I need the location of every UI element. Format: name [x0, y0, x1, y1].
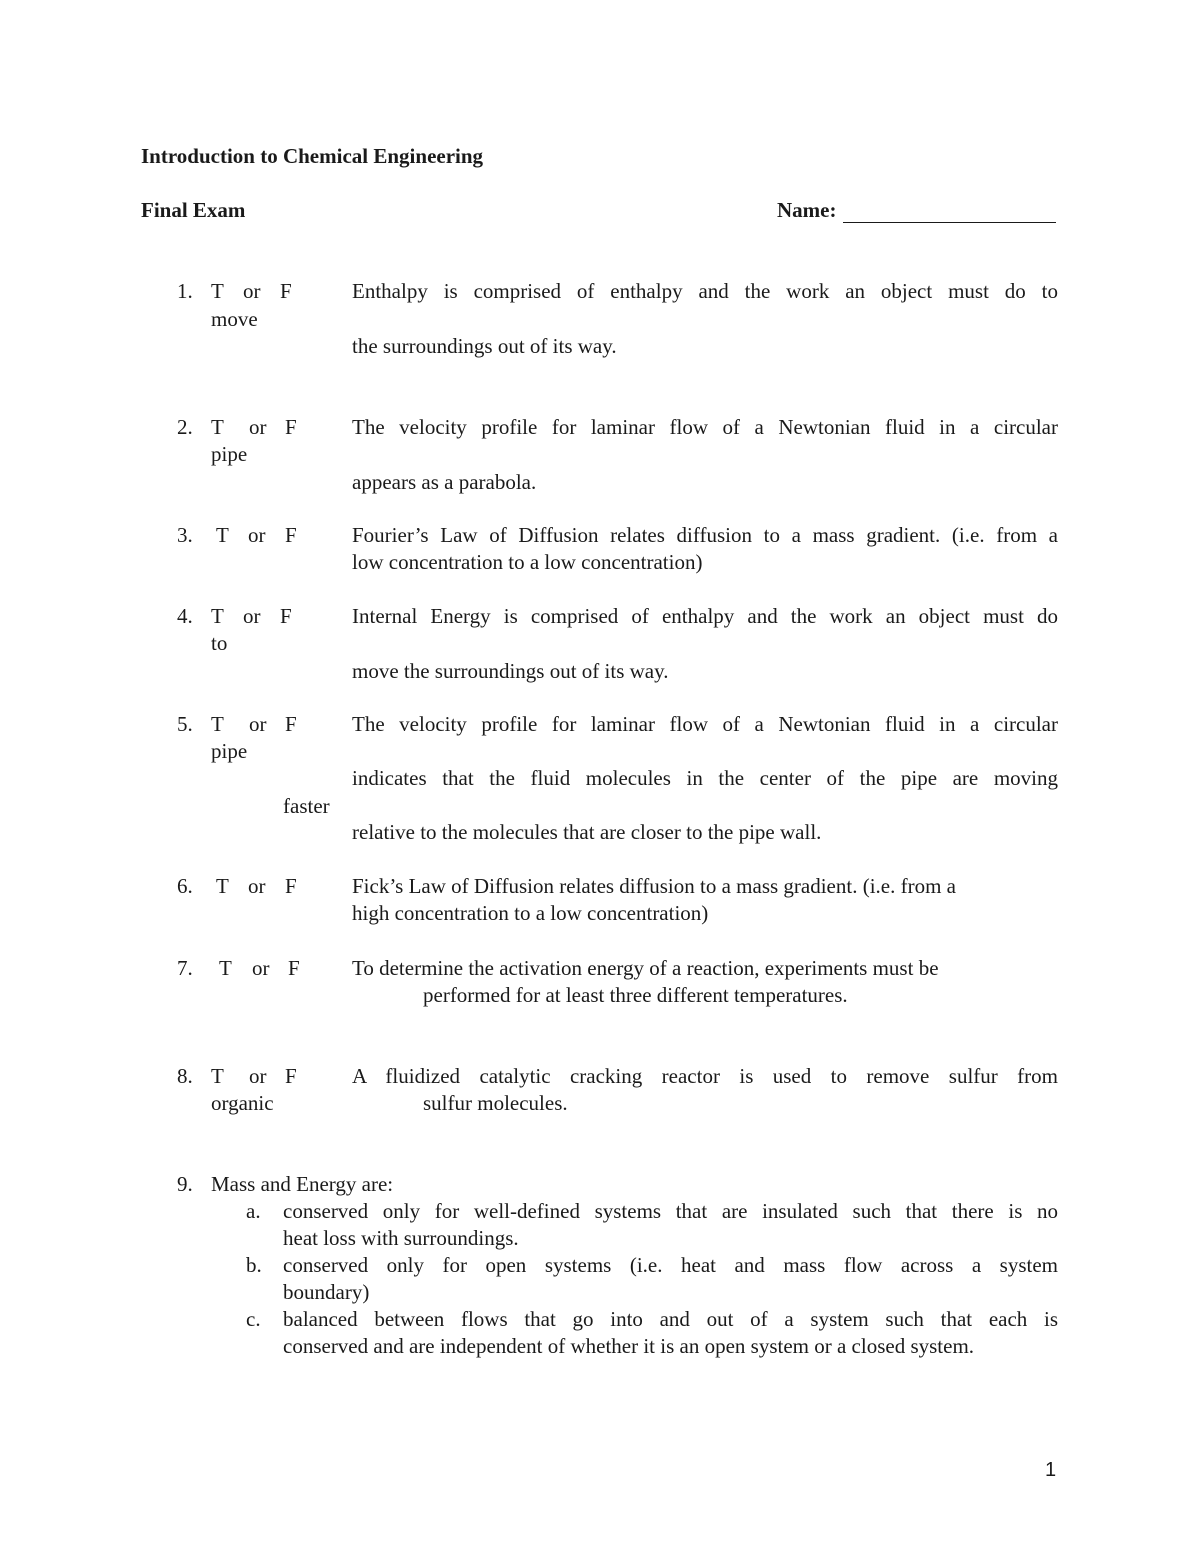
question-number: 7.: [177, 956, 193, 980]
statement-line: appears as a parabola.: [352, 470, 537, 494]
or-text: or: [252, 956, 270, 980]
option-line: conserved and are independent of whether it is an open system or a closed system.: [283, 1334, 975, 1358]
or-text: or: [249, 712, 267, 736]
false-option: F: [285, 523, 297, 547]
overflow-word: to: [211, 631, 228, 655]
option-line: balanced between flows that go into and out of a system such that each is: [283, 1307, 1058, 1331]
option-line: heat loss with surroundings.: [283, 1226, 519, 1250]
overflow-word: pipe: [211, 442, 248, 466]
option-letter: b.: [246, 1253, 262, 1277]
or-text: or: [249, 415, 267, 439]
true-option: T: [216, 523, 229, 547]
true-option: T: [211, 604, 224, 628]
question-number: 4.: [177, 604, 193, 628]
statement-line: move the surroundings out of its way.: [352, 659, 669, 683]
statement-line: Internal Energy is comprised of enthalpy and the work an object must do: [352, 604, 1058, 628]
overflow-word: faster: [283, 794, 330, 818]
question-number: 2.: [177, 415, 193, 439]
true-option: T: [211, 1064, 224, 1088]
statement-line: indicates that the fluid molecules in the center of the pipe are moving: [352, 766, 1058, 790]
false-option: F: [288, 956, 300, 980]
page-number: 1: [1045, 1459, 1057, 1481]
statement-line: The velocity profile for laminar flow of a Newtonian fluid in a circular: [352, 415, 1058, 439]
option-line: conserved only for open systems (i.e. heat and mass flow across a system: [283, 1253, 1058, 1277]
or-text: or: [248, 523, 266, 547]
false-option: F: [285, 874, 297, 898]
true-option: T: [211, 279, 224, 303]
statement-line: Enthalpy is comprised of enthalpy and the work an object must do to: [352, 279, 1058, 303]
statement-line: A fluidized catalytic cracking reactor is used to remove sulfur from: [352, 1064, 1058, 1088]
statement-line: The velocity profile for laminar flow of a Newtonian fluid in a circular: [352, 712, 1058, 736]
option-line: boundary): [283, 1280, 370, 1304]
course-title: Introduction to Chemical Engineering: [141, 144, 484, 168]
true-option: T: [211, 415, 224, 439]
or-text: or: [243, 604, 261, 628]
option-line: conserved only for well-defined systems that are insulated such that there is no: [283, 1199, 1058, 1223]
false-option: F: [280, 279, 292, 303]
statement-line: relative to the molecules that are closer to the pipe wall.: [352, 820, 822, 844]
true-option: T: [211, 712, 224, 736]
statement-line: low concentration to a low concentration): [352, 550, 703, 574]
statement-line: Fick’s Law of Diffusion relates diffusion to a mass gradient. (i.e. from a: [352, 874, 957, 898]
true-option: T: [216, 874, 229, 898]
question-number: 9.: [177, 1172, 193, 1196]
statement-line: sulfur molecules.: [423, 1091, 568, 1115]
or-text: or: [249, 1064, 267, 1088]
statement-line: Fourier’s Law of Diffusion relates diffusion to a mass gradient. (i.e. from a: [352, 523, 1058, 547]
overflow-word: pipe: [211, 739, 248, 763]
option-letter: c.: [246, 1307, 261, 1331]
question-number: 8.: [177, 1064, 193, 1088]
true-option: T: [219, 956, 232, 980]
overflow-word: organic: [211, 1091, 274, 1115]
question-number: 5.: [177, 712, 193, 736]
statement-line: the surroundings out of its way.: [352, 334, 617, 358]
exam-title: Final Exam: [141, 198, 246, 222]
option-letter: a.: [246, 1199, 261, 1223]
question-number: 3.: [177, 523, 193, 547]
or-text: or: [248, 874, 266, 898]
name-blank-line: [843, 222, 1056, 223]
false-option: F: [285, 415, 297, 439]
question-stem: Mass and Energy are:: [211, 1172, 394, 1196]
name-label: Name:: [777, 198, 837, 222]
statement-line: high concentration to a low concentration): [352, 901, 709, 925]
question-number: 6.: [177, 874, 193, 898]
overflow-word: move: [211, 307, 258, 331]
false-option: F: [285, 1064, 297, 1088]
question-number: 1.: [177, 279, 193, 303]
false-option: F: [280, 604, 292, 628]
false-option: F: [285, 712, 297, 736]
statement-line: performed for at least three different temperatures.: [423, 983, 848, 1007]
statement-line: To determine the activation energy of a reaction, experiments must be: [352, 956, 939, 980]
or-text: or: [243, 279, 261, 303]
